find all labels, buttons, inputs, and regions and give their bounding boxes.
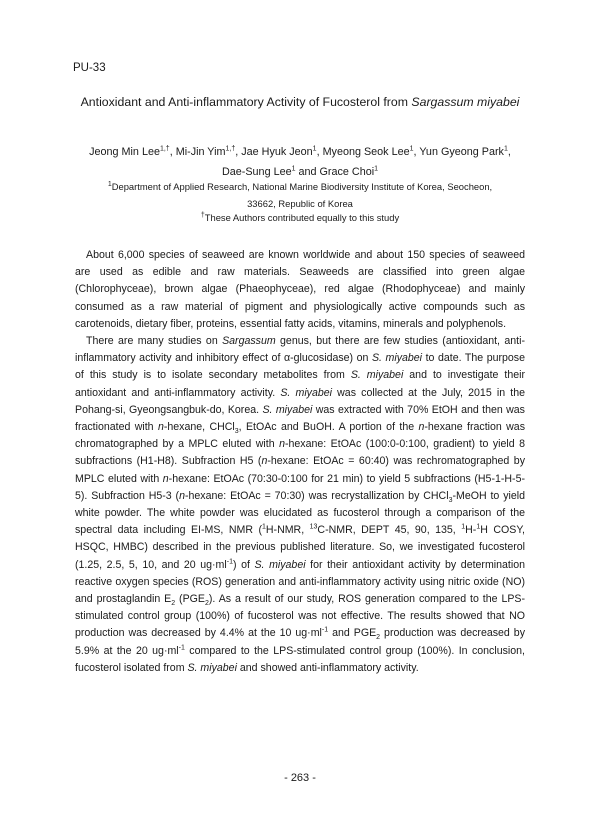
author: Mi-Jin Yim	[175, 146, 226, 158]
n-prefix: n	[179, 489, 185, 502]
species-name: S. miyabei	[187, 661, 237, 674]
text-run: and showed anti-inflammatory activity.	[236, 661, 419, 674]
text-run: H-	[465, 524, 477, 537]
author: Yun Gyeong Park	[419, 146, 504, 158]
subscript: 2	[171, 600, 176, 608]
text-run: to date. The purpose of this study is to isolate secondary metabolites from	[75, 352, 525, 382]
species-name: S. miyabei	[280, 386, 332, 399]
affiliation	[60, 178, 540, 212]
text-run: , EtOAc and BuOH. A portion of the	[238, 421, 419, 434]
author: Dae-Sung Lee	[221, 166, 292, 178]
n-prefix: n	[162, 472, 169, 485]
text-run: (PGE	[175, 593, 205, 606]
text-run: and PGE	[328, 627, 377, 640]
note-text: These Authors contributed equally to this study	[204, 212, 400, 223]
paragraph-2	[75, 333, 525, 677]
page-number: - 263 -	[284, 772, 316, 784]
text-run: production was decreased by 5.9% at the 20 ug·ml	[75, 627, 525, 657]
n-prefix: n	[279, 438, 285, 451]
abstract-body	[75, 247, 525, 677]
superscript: 1	[476, 523, 481, 531]
author: Grace Choi	[319, 166, 375, 178]
text-run: H COSY, HSQC, HMBC) described in the previous published literature. So, we investigated fucosterol (1.25, 2.5, 5, 10, and 20 ug·ml	[75, 524, 525, 571]
text-run: -hexane fraction was chromatographed by a MPLC eluted with	[75, 421, 525, 451]
species-name: S. miyabei	[254, 558, 306, 571]
author: Jeong Min Lee	[89, 146, 160, 158]
superscript: 1	[461, 523, 466, 531]
note-mark: †	[200, 211, 205, 219]
paper-title	[0, 95, 600, 109]
subscript: 2	[204, 600, 209, 608]
author-mark: 1	[503, 145, 508, 153]
text-run: ). As a result of our study, ROS generation compared to the LPS-stimulated control group (100%) of fucosterol was not effective. The results showed that NO production was decreased by 4.4% at the 10 ug·ml	[75, 593, 525, 640]
session-code: PU-33	[73, 62, 106, 74]
author-mark: 1	[312, 145, 317, 153]
text-run: -hexane, CHCl	[163, 421, 235, 434]
text-run: for their antioxidant activity by determination reactive oxygen species (ROS) generation and anti-inflammatory activity using nitric oxide (NO) and prostaglandin E	[75, 558, 525, 606]
text-run: ) of	[232, 558, 255, 571]
text-run: was collected at the July, 2015 in the Pohang-si, Gyeongsangbuk-do, Korea.	[75, 386, 525, 416]
species-name: S. miyabei	[371, 352, 423, 365]
subscript: 2	[376, 634, 381, 642]
affiliation-mark: 1	[107, 180, 112, 188]
text-run: compared to the LPS-stimulated control group (100%). In conclusion, fucosterol isolated from	[75, 644, 525, 674]
n-prefix: n	[418, 421, 425, 434]
superscript: 13	[309, 523, 318, 531]
superscript: -1	[178, 644, 185, 652]
author-mark: 1	[409, 145, 414, 153]
text-run: -hexane: EtOAc (70:30-0:100 for 21 min) to yield 5 subfractions (H5-1-H-5-5). Subfraction H5-3 (	[75, 472, 525, 502]
affiliation-line: 33662, Republic of Korea	[247, 198, 353, 209]
text-run: There are many studies on	[86, 335, 223, 348]
genus-name: Sargassum	[222, 335, 276, 348]
text-run: -MeOH to yield white powder. The white powder was elucidated as fucosterol through a comparison of the spectral data including EI-MS, NMR (	[75, 489, 525, 537]
author: Myeong Seok Lee	[322, 146, 410, 158]
author-mark: 1,†	[225, 145, 236, 153]
paragraph-1: About 6,000 species of seaweed are known worldwide and about 150 species of seaweed are used as edible and raw materials. Seaweeds are classified into green algae (Chlorophyceae), brown algae (Phaeophyceae), red algae (Rhodophyceae) and mainly consumed as a raw material of pigment and physiologically active compounds such as carotenoids, dietary fiber, proteins, essential fatty acids, vitamins, minerals and polyphenols.	[75, 249, 525, 330]
author-list: Jeong Min Lee$^{1,\dagger}$, Mi-Jin Yim$^{1,\dagger}$, Jae Hyuk Jeon$^1$, Myeong Seok Lee$^1$, Yun Gyeong Park$^1$, Dae-Sung Lee$^1$ and Grace Choi$^1$	[89, 145, 511, 178]
text-run: C-NMR, DEPT 45, 90, 135,	[317, 524, 462, 537]
text-run: and to investigate their antioxidant and anti-inflammatory activity.	[75, 369, 525, 399]
equal-contribution-note	[60, 212, 540, 223]
author-mark: 1	[291, 165, 296, 173]
text-run: H-NMR,	[265, 524, 310, 537]
title-species: Sargassum miyabei	[411, 95, 520, 109]
subscript: 3	[234, 428, 239, 436]
superscript: -1	[321, 626, 329, 634]
subscript: 3	[448, 496, 453, 504]
text-run: -hexane: EtOAc = 60:40) was rechromatographed by MPLC eluted with	[75, 455, 525, 485]
text-run: was extracted with 70% EtOH and then was fractionated with	[75, 403, 525, 434]
text-run: -hexane: EtOAc = 70:30) was recrystallization by CHCl	[185, 489, 449, 502]
author-mark: 1	[374, 165, 379, 173]
text-run: -hexane: EtOAc (100:0-0:100, gradient) to yield 8 subfractions (H1-H8). Subfraction H5 (	[75, 438, 525, 468]
species-name: S. miyabei	[262, 403, 313, 416]
title-text: Antioxidant and Anti-inflammatory Activity of Fucosterol from	[80, 95, 412, 109]
author: Jae Hyuk Jeon	[241, 146, 313, 158]
affiliation-line: Department of Applied Research, National Marine Biodiversity Institute of Korea, Seocheon,	[111, 181, 493, 192]
text-run: genus, but there are few studies (antioxidant, anti-inflammatory activity and inhibitory effect of α-glucosidase) on	[75, 335, 525, 365]
n-prefix: n	[157, 421, 164, 434]
author-mark: 1,†	[159, 145, 170, 153]
superscript: -1	[226, 558, 233, 566]
species-name: S. miyabei	[350, 369, 404, 382]
n-prefix: n	[261, 455, 268, 468]
superscript: 1	[261, 523, 266, 531]
